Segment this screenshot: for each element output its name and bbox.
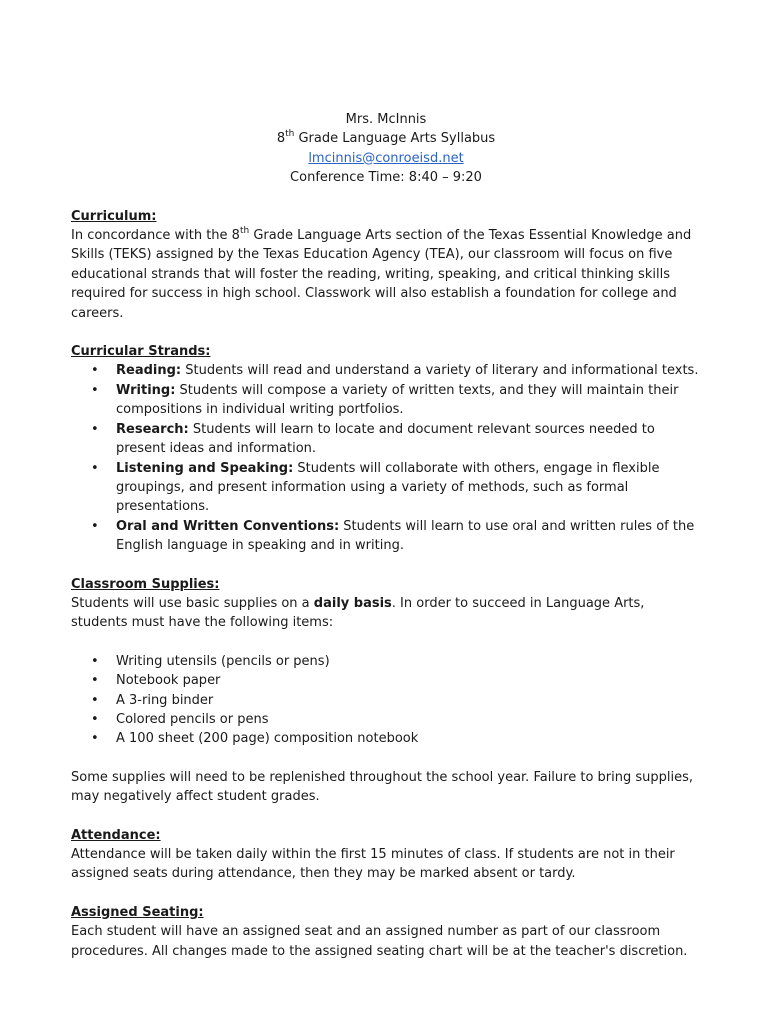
curriculum-heading: Curriculum: (71, 208, 157, 224)
seating-paragraph: Each student will have an assigned seat and an assigned number as part of our classroom procedures. All changes made to the assigned seating chart will be at the teacher's discretion. (71, 924, 688, 959)
curriculum-text-b: Grade Language Arts section of the Texas Essential Knowledge and Skills (TEKS) assigned by the Texas Education Agency (TEA), our classroom will focus on five educational strands that will foster the reading, writing, speaking, and critical thinking skills required for success in high school. Classwork will also establish a foundation for college and careers. (71, 228, 692, 321)
strand-term: Reading: (116, 363, 182, 379)
strand-term: Research: (116, 421, 189, 437)
teacher-name: Mrs. McInnis (345, 112, 427, 127)
supplies-heading: Classroom Supplies: (71, 576, 220, 592)
supplies-list (71, 652, 701, 749)
list-item: • A 3-ring binder (71, 691, 701, 710)
strand-text: Students will compose a variety of written texts, and they will maintain their compositions in individual writing portfolios. (116, 382, 679, 418)
supplies-intro-a: Students will use basic supplies on a (71, 595, 314, 611)
strand-text: Students will learn to use oral and written rules of the English language in speaking and in writing. (116, 518, 695, 554)
strand-term: Listening and Speaking: (116, 460, 294, 476)
strand-term: Writing: (116, 382, 176, 398)
conference-time: Conference Time: 8:40 – 9:20 (290, 170, 482, 186)
attendance-paragraph: Attendance will be taken daily within the first 15 minutes of class. If students are not in their assigned seats during attendance, then they may be marked absent or tardy. (71, 847, 675, 882)
seating-section (71, 903, 701, 961)
supplies-section (71, 575, 701, 807)
strand-term: Oral and Written Conventions: (116, 518, 340, 534)
list-item (71, 381, 701, 420)
strand-text: Students will learn to locate and document relevant sources needed to present ideas and information. (116, 421, 655, 457)
course-title (71, 129, 701, 148)
course-name: Grade Language Arts Syllabus (294, 131, 496, 147)
list-item (71, 517, 701, 556)
list-item: • Notebook paper (71, 671, 701, 690)
list-item (71, 459, 701, 517)
seating-heading: Assigned Seating: (71, 904, 204, 920)
list-item (71, 420, 701, 459)
curriculum-text-a: In concordance with the 8 (71, 228, 240, 244)
supplies-intro-b: . In order to succeed in Language Arts, students must have the following items: (71, 595, 645, 631)
strand-text: Students will read and understand a variety of literary and informational texts. (181, 363, 699, 379)
curriculum-superscript: th (239, 225, 250, 236)
list-item (71, 361, 701, 380)
attendance-heading: Attendance: (71, 827, 161, 843)
syllabus-header (71, 110, 701, 188)
list-item: • A 100 sheet (200 page) composition notebook (71, 729, 701, 748)
curriculum-section (71, 207, 701, 323)
list-item: • Writing utensils (pencils or pens) (71, 652, 701, 671)
strands-list (71, 361, 701, 555)
strand-text: Students will collaborate with others, engage in flexible groupings, and present information using a variety of methods, such as formal presentations. (116, 460, 660, 515)
curriculum-paragraph (71, 226, 701, 323)
grade-number: 8 (276, 131, 286, 147)
grade-superscript: th (285, 129, 295, 140)
strands-section (71, 342, 701, 555)
list-item: • Colored pencils or pens (71, 710, 701, 729)
syllabus-page (71, 110, 701, 961)
supplies-intro (71, 594, 701, 633)
attendance-section (71, 826, 701, 884)
supplies-intro-bold: daily basis (313, 595, 392, 611)
supplies-note: Some supplies will need to be replenished throughout the school year. Failure to bring supplies, may negatively affect student grades. (71, 769, 694, 805)
strands-heading: Curricular Strands: (71, 344, 211, 360)
teacher-email-link[interactable]: lmcinnis@conroeisd.net (308, 150, 464, 166)
